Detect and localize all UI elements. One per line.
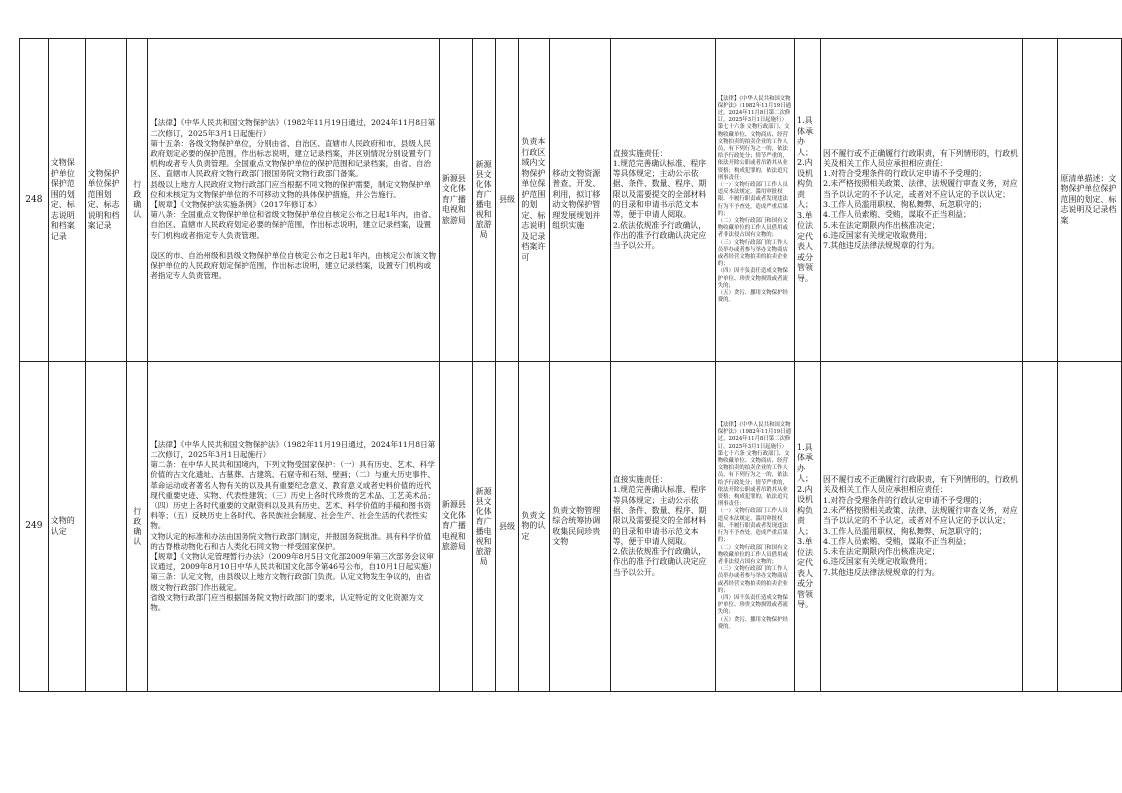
row-number: 248 (20, 39, 49, 362)
responsibility: 负责文物的认定 (519, 362, 550, 692)
power-list-table (19, 38, 1122, 692)
legal-basis: 【法律】《中华人民共和国文物保护法》（1982年11月19日通过，2024年11月8日第二次修订，2025年3月1日起施行） 第十五条：各级文物保护单位，分别由省、自治区、直辖市人民政府和市、县级人民政府划定必要的保护范围，作出标志说明，建立记录档案，并区别情况分别设置专门机构或者专人负责管理。全国重点文物保护单位的保护范围和记录档案，由省、自治区、直辖市人民政府文物行政部门报国务院文物行政部门备案。 县级以上地方人民政府文物行政部门应当根据不同文物的保护需要，制定文物保护单位和未核定为文物保护单位的不可移动文物的具体保护措施，并公告施行。 【规章】《文物保护法实施条例》（2017年修订本） 第八条：全国重点文物保护单位和省级文物保护单位自核定公布之日起1年内，由省、自治区、直辖市人民政府划定必要的保护范围，作出标志说明，建立记录档案，设置专门机构或者指定专人负责管理。 设区的市、自治州级和县级文物保护单位自核定公布之日起1年内，由核定公布该文物保护单位的人民政府划定保护范围，作出标志说明，建立记录档案，设置专门机构或者指定专人负责管理。 (148, 39, 440, 362)
exercise-level: 县级 (495, 362, 519, 692)
sub-item-name: 文物保护单位保护范围划定、标志说明和档案记录 (85, 39, 127, 362)
duty-items: 直接实施责任： 1.规范完善确认标准、程序等具体规定；主动公示依据、条件、数量、程序、期限以及需要提交的全部材料的目录和申请书示范文本等，便于申请人阅取。 2.依法依规准予行政确认，作出的准予行政确认决定应当予以公开。 (610, 362, 715, 692)
handling-office: 新源县文化体育广播电视和旅游局 (472, 39, 495, 362)
responsibility-content: 负责文物管理综合统筹协调收集民间珍贵文物 (550, 362, 611, 692)
handling-office: 新源县文化体育广播电视和旅游局 (472, 362, 495, 692)
department: 新源县文化体育广播电视和旅游局 (439, 39, 472, 362)
legal-basis: 【法律】《中华人民共和国文物保护法》（1982年11月19日通过，2024年11月8日第二次修订，2025年3月1日起施行） 第二条：在中华人民共和国境内，下列文物受国家保护：（一）具有历史、艺术、科学价值的古文化遗址、古墓葬、古建筑、石窟寺和石刻、壁画；（二）与重大历史事件、革命运动或者著名人物有关的以及具有重要纪念意义、教育意义或者史料价值的近代现代重要史迹、实物、代表性建筑；（三）历史上各时代珍贵的艺术品、工艺美术品；（四）历史上各时代重要的文献资料以及具有历史、艺术、科学价值的手稿和图书资料等；（五）反映历史上各时代、各民族社会制度、社会生产、社会生活的代表性实物。 文物认定的标准和办法由国务院文物行政部门制定，并报国务院批准。具有科学价值的古脊椎动物化石和古人类化石同文物一样受国家保护。 【规章】《文物认定管理暂行办法》（2009年8月5日文化部2009年第三次部务会议审议通过，2009年8月10日中华人民共和国文化部令第46号公布，自10月1日起实施） 第三条：认定文物，由县级以上地方文物行政部门负责。认定文物发生争议的，由省级文物行政部门作出裁定。 省级文物行政部门应当根据国务院文物行政部门的要求，认定特定的文化资源为文物。 (148, 362, 440, 692)
item-type: 行政确认 (127, 362, 148, 692)
exercise-level: 县级 (495, 39, 519, 362)
item-type: 行政确认 (127, 39, 148, 362)
extra-column (1022, 362, 1058, 692)
table-row (20, 362, 1122, 692)
sub-item-name (85, 362, 127, 692)
item-name: 文物的认定 (48, 362, 85, 692)
accountability-basis: 【法律】《中华人民共和国文物保护法》（1982年11月19日通过，2024年11月8日第二次修订，2025年3月1日起施行） 第七十六条 文物行政部门、文物收藏单位、文物商店、经营文物拍卖的拍卖企业的工作人员，有下列行为之一的，依法给予行政处分；情节严重的，依法开除公职或者吊销其从业资格；构成犯罪的，依法追究刑事责任： （一）文物行政部门工作人员违反本法规定，滥用审批权限、不履行职责或者发现违法行为不予查处，造成严重后果的； （二）文物行政部门和国有文物收藏单位的工作人员借用或者非法侵占国有文物的； （三）文物行政部门的工作人员举办或者参与举办文物商店或者经营文物拍卖的拍卖企业的； （四）因不负责任造成文物保护单位、珍贵文物损毁或者流失的； （五）贪污、挪用文物保护经费的。 (715, 362, 794, 692)
extra-column (1022, 39, 1058, 362)
row-number: 249 (20, 362, 49, 692)
duty-items: 直接实施责任： 1.规范完善确认标准、程序等具体规定；主动公示依据、条件、数量、程序、期限以及需要提交的全部材料的目录和申请书示范文本等，便于申请人阅取。 2.依法依规准予行政确认，作出的准予行政确认决定应当予以公开。 (610, 39, 715, 362)
remark: 原清单描述：文物保护单位保护范围的划定、标志说明及记录档案 (1058, 39, 1122, 362)
accountability-situations: 因不履行或不正确履行行政职责，有下列情形的，行政机关及相关工作人员应承担相应责任： 1.对符合受理条件的行政认定申请不予受理的； 2.未严格按照相关政策、法律、法规履行审查义务，对应当予以认定的不予认定，或者对不应认定的予以认定； 3.工作人员滥用职权、徇私舞弊、玩忽职守的； 4.工作人员索贿、受贿，谋取不正当利益； 5.未在法定期限内作出核准决定； 6.违反国家有关规定收取费用； 7.其他违反法律法规规章的行为。 (820, 39, 1022, 362)
accountability-situations: 因不履行或不正确履行行政职责，有下列情形的，行政机关及相关工作人员应承担相应责任： 1.对符合受理条件的行政认定申请不予受理的； 2.未严格按照相关政策、法律、法规履行审查义务，对应当予以认定的不予认定，或者对不应认定的予以认定； 3.工作人员滥用职权、徇私舞弊、玩忽职守的； 4.工作人员索贿、受贿，谋取不正当利益； 5.未在法定期限内作出核准决定； 6.违反国家有关规定收取费用； 7.其他违反法律法规规章的行为。 (820, 362, 1022, 692)
remark (1058, 362, 1122, 692)
responsible-subject: 1.具体承办人；2.内设机构负责人；3.单位法定代表人或分管领导。 (795, 39, 821, 362)
responsible-subject: 1.具体承办人；2.内设机构负责人；3.单位法定代表人或分管领导。 (795, 362, 821, 692)
item-name: 文物保护单位保护范围的划定、标志说明和档案记录 (48, 39, 85, 362)
department: 新源县文化体育广播电视和旅游局 (439, 362, 472, 692)
table-row (20, 39, 1122, 362)
responsibility-content: 移动文物资源普查、开发、利用，拟订移动文物保护管理发展规划并组织实施 (550, 39, 611, 362)
responsibility: 负责本行政区域内文物保护单位保护范围的划定、标志说明及记录档案许可 (519, 39, 550, 362)
accountability-basis: 【法律】《中华人民共和国文物保护法》（1982年11月19日通过，2024年11月8日第二次修订，2025年3月1日起施行） 第七十六条 文物行政部门、文物收藏单位、文物商店、经营文物拍卖的拍卖企业的工作人员，有下列行为之一的，依法给予行政处分；情节严重的，依法开除公职或者吊销其从业资格；构成犯罪的，依法追究刑事责任： （一）文物行政部门工作人员违反本法规定，滥用审批权限、不履行职责或者发现违法行为不予查处，造成严重后果的； （二）文物行政部门和国有文物收藏单位的工作人员借用或者非法侵占国有文物的； （三）文物行政部门的工作人员举办或者参与举办文物商店或者经营文物拍卖的拍卖企业的； （四）因不负责任造成文物保护单位、珍贵文物损毁或者流失的； （五）贪污、挪用文物保护经费的。 (715, 39, 794, 362)
